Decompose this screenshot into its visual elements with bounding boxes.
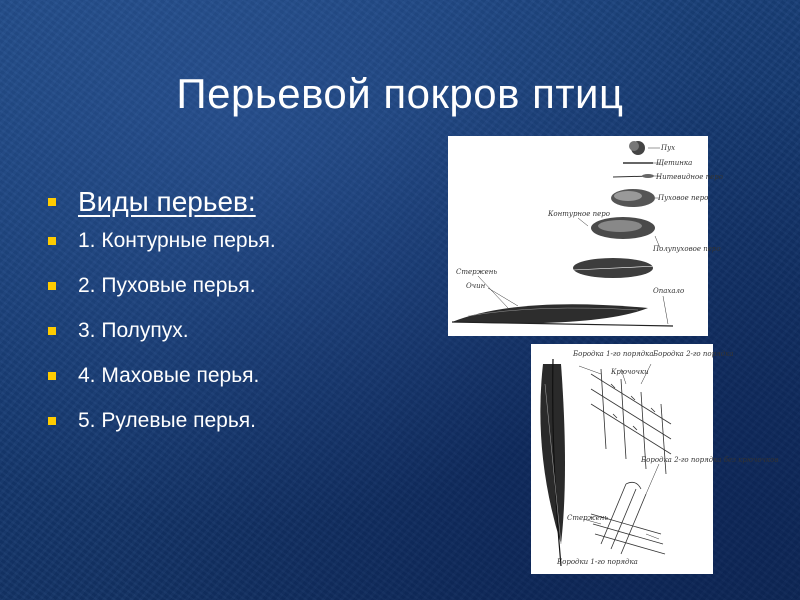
- feather-structure-illustration: [531, 344, 779, 574]
- label-barb-2: Бородка 2-го порядка: [653, 350, 734, 358]
- label-contour: Контурное перо: [548, 210, 610, 218]
- feather-types-figure: [448, 136, 723, 336]
- label-vane: Опахало: [653, 287, 685, 295]
- label-calamus: Очин: [466, 282, 486, 290]
- label-barb-1: Бородка 1-го порядка: [573, 350, 654, 358]
- bullet-icon: [48, 282, 56, 290]
- label-semiplume: Полупуховое перо: [653, 245, 721, 253]
- bullet-icon: [48, 198, 56, 206]
- label-barbules-nohooks: Бородка 2-го порядка без крючочков: [641, 456, 779, 464]
- bullet-icon: [48, 327, 56, 335]
- list-item-text: 2. Пуховые перья.: [78, 274, 256, 297]
- bullet-icon: [48, 372, 56, 380]
- label-barbs-1st: Бородки 1-го порядка: [557, 558, 638, 566]
- label-hooks: Крючочки: [611, 368, 649, 376]
- feather-types-illustration: [448, 136, 723, 336]
- list-item-text: 4. Маховые перья.: [78, 364, 260, 387]
- list-item-text: 1. Контурные перья.: [78, 229, 276, 252]
- list-item: [48, 316, 276, 361]
- label-down-feather: Пуховое перо: [658, 194, 709, 202]
- bullet-list: [48, 182, 276, 451]
- list-item: [48, 406, 276, 451]
- list-item: [48, 361, 276, 406]
- label-bristle: Щетинка: [656, 159, 693, 167]
- flight-feather-drawing: [540, 359, 565, 566]
- list-item: [48, 271, 276, 316]
- list-item-text: 5. Рулевые перья.: [78, 409, 256, 432]
- bullet-icon: [48, 417, 56, 425]
- list-heading: [48, 182, 276, 226]
- label-shaft2: Стержень: [567, 514, 609, 522]
- label-down: Пух: [661, 144, 676, 152]
- label-shaft: Стержень: [456, 268, 498, 276]
- bullet-icon: [48, 237, 56, 245]
- slide-title: Перьевой покров птиц: [176, 70, 624, 117]
- list-item-text: 3. Полупух.: [78, 319, 189, 342]
- down-feather-drawing: [629, 141, 645, 155]
- list-item: [48, 226, 276, 271]
- feather-structure-figure: [531, 344, 779, 574]
- label-filoplume: Нитевидное перо: [656, 173, 723, 181]
- list-heading-text: Виды перьев:: [78, 186, 256, 217]
